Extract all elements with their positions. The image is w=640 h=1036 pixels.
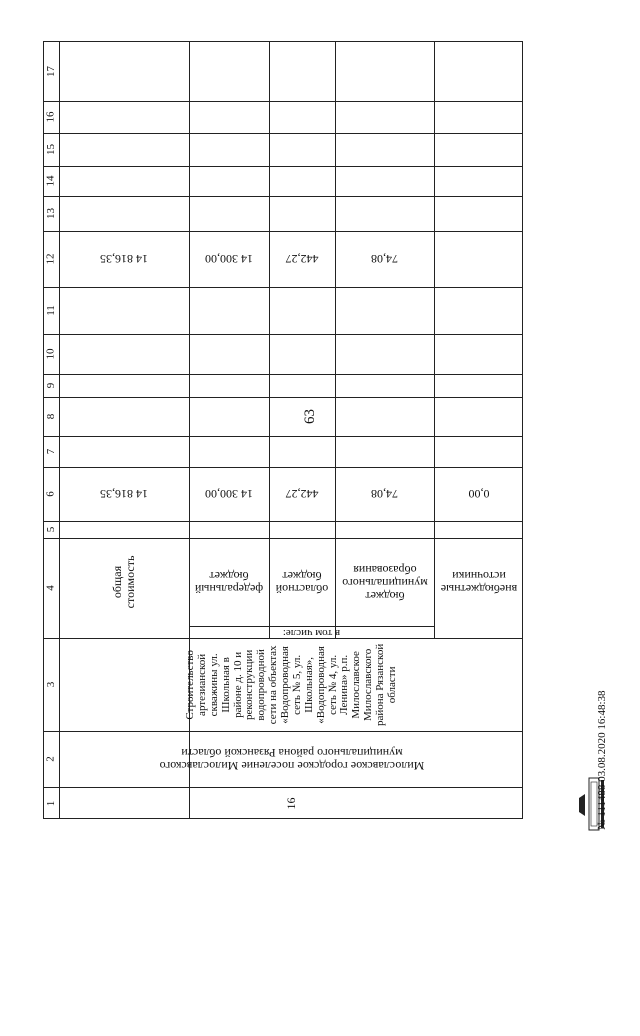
colnum-1: 1 [44, 800, 57, 807]
label-total: общая стоимость [110, 555, 137, 609]
col6-extrabudget: 0,00 [468, 487, 490, 502]
row-number: 16 [284, 797, 299, 810]
colnum-14: 14 [44, 175, 57, 187]
colnum-16: 16 [44, 111, 57, 123]
in-that-number-label: в том числе: [282, 626, 341, 639]
colnum-8: 8 [44, 413, 57, 420]
col14-federal: 14 300,00 [205, 252, 253, 267]
colnum-6: 6 [44, 491, 57, 497]
label-municipal: бюджет муниципального образования [341, 562, 428, 603]
colnum-11: 11 [44, 305, 57, 316]
col14-regional: 442,27 [285, 252, 319, 267]
colnum-15: 15 [44, 144, 57, 155]
colnum-12: 12 [44, 253, 57, 265]
page-number: 63 [302, 409, 318, 424]
col14-total: 14 816,35 [100, 252, 148, 267]
label-extrabudget: внебюджетные источники [440, 569, 518, 596]
colnum-5: 5 [44, 526, 57, 533]
settlement-name: Милославское городское поселение Милославского муниципального района Рязанской области [159, 746, 424, 773]
colnum-17: 17 [44, 66, 57, 77]
colnum-13: 13 [44, 208, 57, 219]
data-table [43, 41, 523, 819]
colnum-2: 2 [44, 756, 57, 762]
registration-stamp: № 111488 03.08.2020 16:48:38 [596, 690, 608, 830]
col6-federal: 14 300,00 [205, 487, 253, 502]
colnum-10: 10 [44, 348, 57, 360]
col6-total: 14 816,35 [100, 487, 148, 502]
label-federal: федеральный бюджет [194, 569, 264, 596]
colnum-9: 9 [44, 382, 57, 389]
colnum-3: 3 [44, 681, 57, 688]
colnum-4: 4 [44, 585, 57, 591]
colnum-7: 7 [44, 448, 57, 455]
col6-regional: 442,27 [285, 487, 319, 502]
col14-municipal: 74,08 [371, 252, 398, 267]
object-description: Строительство артезианской скважины ул. Школьная в районе д. 10 и реконструкции водопроводной сети на объектах «Водопроводная сеть № 5, ул. Школьная», «Водопроводная сеть № 4, ул. Ленина» р.п. Милославское Милославского района Рязанской области [183, 643, 398, 726]
col6-municipal: 74,08 [371, 487, 398, 502]
label-regional: областной бюджет [275, 569, 329, 596]
